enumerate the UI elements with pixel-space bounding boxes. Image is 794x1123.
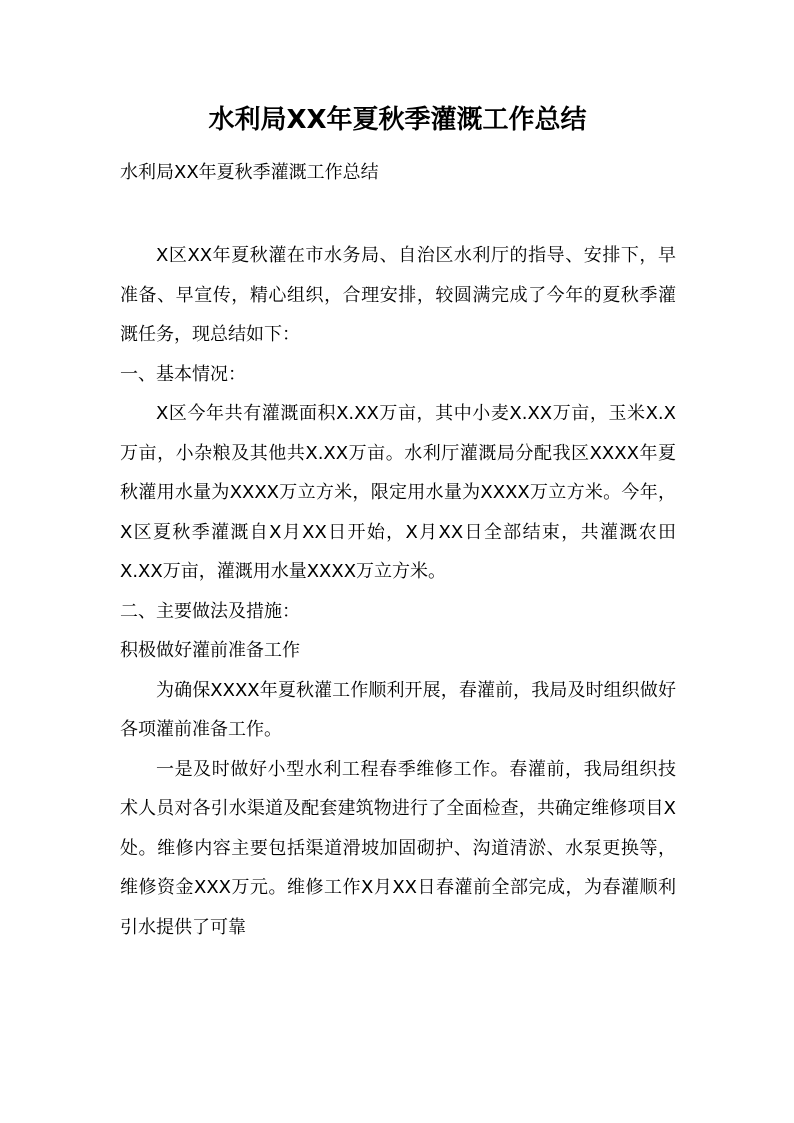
maintenance-paragraph: 一是及时做好小型水利工程春季维修工作。春灌前，我局组织技术人员对各引水渠道及配套建筑物进行了全面检查，共确定维修项目X处。维修内容主要包括渠道滑坡加固砌护、沟道清淤、水泵更换等，维修资金XXX万元。维修工作X月XX日春灌前全部完成，为春灌顺利引水提供了可靠 (120, 758, 676, 938)
section-heading-measures: 二、主要做法及措施： (120, 600, 300, 622)
preparation-paragraph: 为确保XXXX年夏秋灌工作顺利开展，春灌前，我局及时组织做好各项灌前准备工作。 (120, 679, 676, 740)
document-title: 水利局XX年夏秋季灌溉工作总结 (208, 105, 587, 135)
section-heading-basic-situation: 一、基本情况： (120, 363, 246, 385)
subheading-preparation: 积极做好灌前准备工作 (120, 640, 300, 661)
document-body (120, 236, 676, 947)
intro-paragraph: X区XX年夏秋灌在市水务局、自治区水利厅的指导、安排下，早准备、早宣传，精心组织，合理安排，较圆满完成了今年的夏秋季灌溉任务，现总结如下： (120, 245, 676, 345)
basic-situation-paragraph: X区今年共有灌溉面积X.XX万亩，其中小麦X.XX万亩，玉米X.X万亩，小杂粮及其他共X.XX万亩。水利厅灌溉局分配我区XXXX年夏秋灌用水量为XXXX万立方米，限定用水量为XXXX万立方米。今年，X区夏秋季灌溉自X月XX日开始，X月XX日全部结束，共灌溉农田X.XX万亩，灌溉用水量XXXX万立方米。 (120, 403, 676, 582)
document-subtitle: 水利局XX年夏秋季灌溉工作总结 (120, 162, 379, 183)
